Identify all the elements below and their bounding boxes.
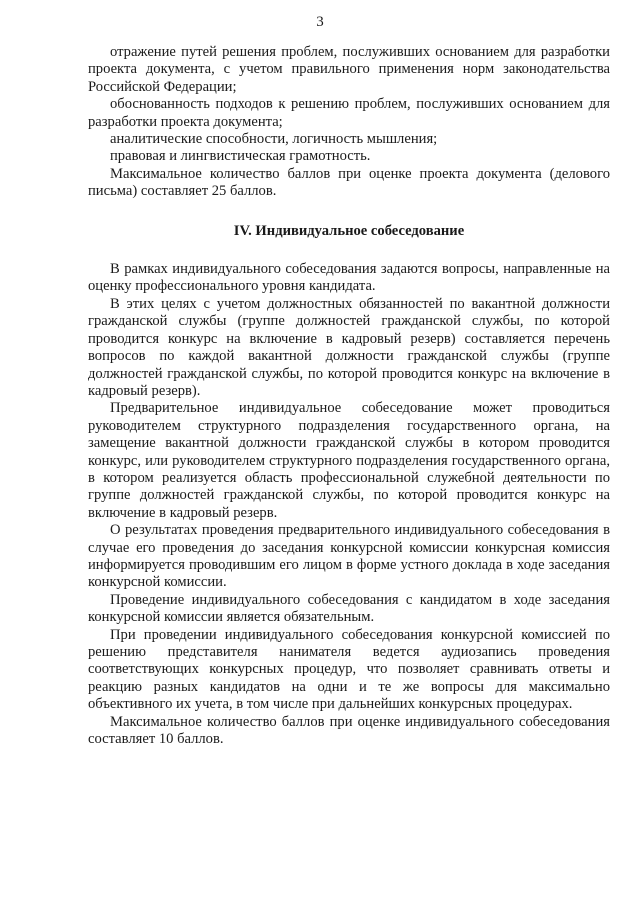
document-body [88, 44, 610, 748]
max-score-paragraph: Максимальное количество баллов при оценке индивидуального собеседования составляет 10 баллов. [88, 713, 610, 748]
section-heading: IV. Индивидуальное собеседование [233, 222, 465, 239]
body-paragraph: При проведении индивидуального собеседования конкурсной комиссией по решению представителя нанимателя ведется аудиозапись проведения соответствующих конкурсных процедур, что позволяет сравнивать ответы и реакцию разных кандидатов на одни и те же вопросы для максимально объективного их учета, в том числе при дальнейших конкурсных процедурах. [88, 626, 610, 713]
criteria-item: правовая и лингвистическая грамотность. [110, 148, 371, 165]
body-paragraph: О результатах проведения предварительного индивидуального собеседования в случае его проведения до заседания конкурсной комиссии конкурсная комиссия информируется проводившим его лицом в форме устного доклада в ходе заседания конкурсной комиссии. [88, 522, 610, 591]
body-paragraph: В этих целях с учетом должностных обязанностей по вакантной должности гражданской службы (группе должностей гражданской службы, по которой проводится конкурс на включение в кадровый резерв) составляется перечень вопросов по каждой вакантной должности гражданской службы (группе должностей гражданской службы, по которой проводится конкурс на включение в кадровый резерв). [88, 295, 610, 399]
max-score-paragraph: Максимальное количество баллов при оценке проекта документа (делового письма) составляет 25 баллов. [88, 165, 610, 200]
body-paragraph: В рамках индивидуального собеседования задаются вопросы, направленные на оценку профессионального уровня кандидата. [88, 261, 610, 295]
criteria-item: обоснованность подходов к решению проблем, послуживших основанием для разработки проекта документа; [88, 96, 610, 130]
body-paragraph: Предварительное индивидуальное собеседование может проводиться руководителем структурного подразделения государственного органа, на замещение вакантной должности гражданской службы в котором проводится конкурс, или руководителем структурного подразделения государственного органа, в котором реализуется область профессиональной служебной деятельности по группе должностей гражданской службы, по которой проводится конкурс на включение в кадровый резерв. [88, 400, 610, 521]
criteria-item: отражение путей решения проблем, послуживших основанием для разработки проекта документа, с учетом правильного применения норм законодательства Российской Федерации; [88, 44, 610, 95]
body-paragraph: Проведение индивидуального собеседования с кандидатом в ходе заседания конкурсной комиссии является обязательным. [88, 591, 610, 626]
criteria-item: аналитические способности, логичность мышления; [110, 131, 438, 148]
page-number: 3 [316, 14, 324, 30]
